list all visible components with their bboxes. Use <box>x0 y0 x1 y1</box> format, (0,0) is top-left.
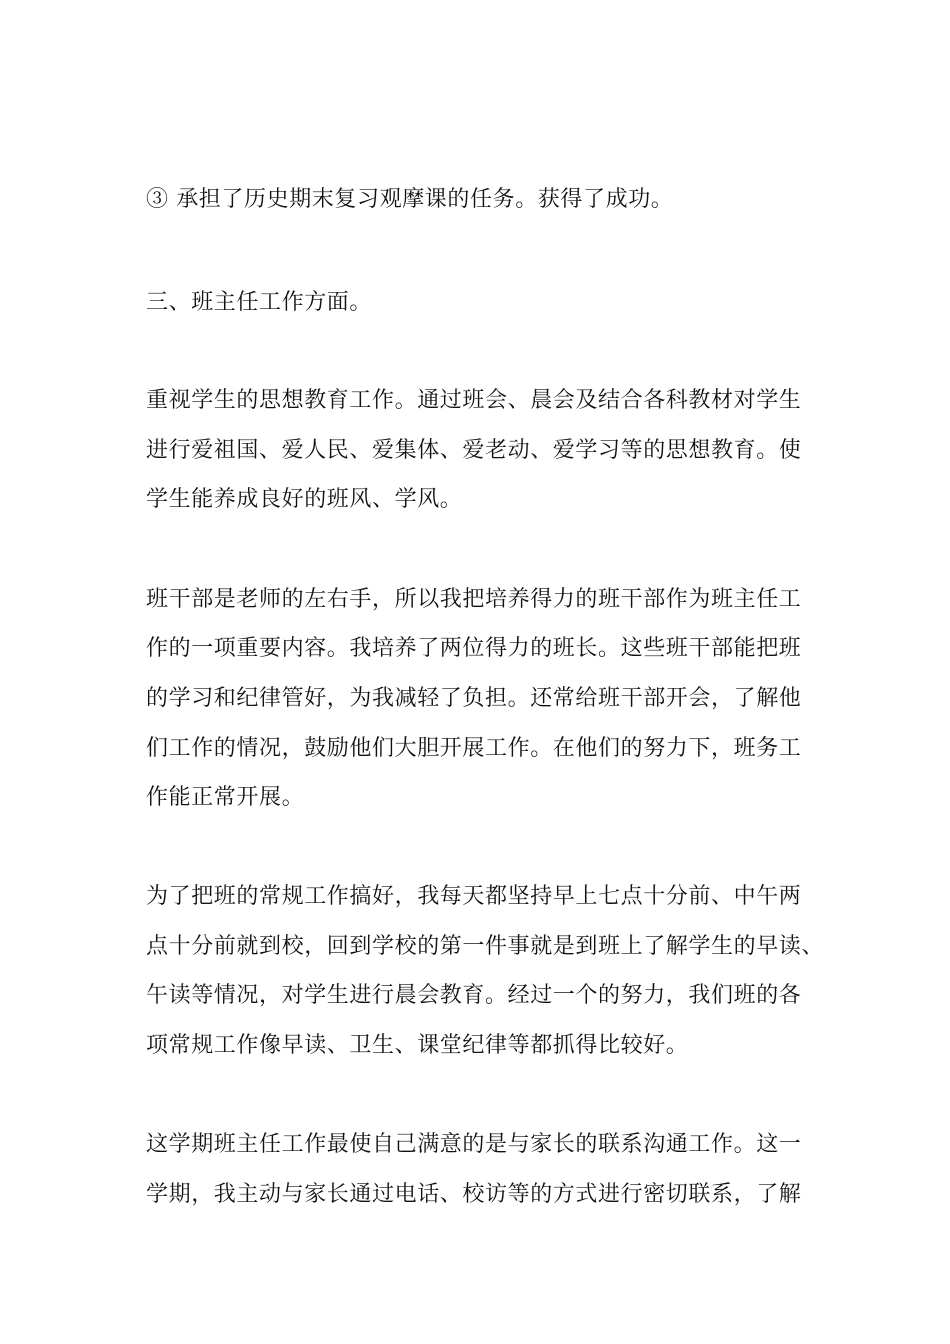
text-line: 作能正常开展。 <box>146 785 305 810</box>
text-line: 这学期班主任工作最使自己满意的是与家长的联系沟通工作。这一 <box>146 1132 802 1157</box>
text-line: 的学习和纪律管好，为我减轻了负担。还常给班干部开会，了解他 <box>146 686 802 711</box>
text-line: ③ 承担了历史期末复习观摩课的任务。获得了成功。 <box>146 187 674 212</box>
section-heading: 三、班主任工作方面。 <box>146 290 373 315</box>
text-line: 进行爱祖国、爱人民、爱集体、爱老动、爱学习等的思想教育。使 <box>146 438 802 463</box>
text-line: 作的一项重要内容。我培养了两位得力的班长。这些班干部能把班 <box>146 636 802 661</box>
text-line: 们工作的情况，鼓励他们大胆开展工作。在他们的努力下，班务工 <box>146 736 802 761</box>
text-line: 学生能养成良好的班风、学风。 <box>146 487 463 512</box>
text-line: 点十分前就到校，回到学校的第一件事就是到班上了解学生的早读、 <box>146 934 825 959</box>
text-line: 班干部是老师的左右手，所以我把培养得力的班干部作为班主任工 <box>146 587 802 612</box>
text-line: 重视学生的思想教育工作。通过班会、晨会及结合各科教材对学生 <box>146 388 802 413</box>
text-line: 为了把班的常规工作搞好，我每天都坚持早上七点十分前、中午两 <box>146 884 802 909</box>
text-line: 学期，我主动与家长通过电话、校访等的方式进行密切联系，了解 <box>146 1182 802 1207</box>
text-line: 午读等情况，对学生进行晨会教育。经过一个的努力，我们班的各 <box>146 983 802 1008</box>
text-line: 项常规工作像早读、卫生、课堂纪律等都抓得比较好。 <box>146 1033 689 1058</box>
